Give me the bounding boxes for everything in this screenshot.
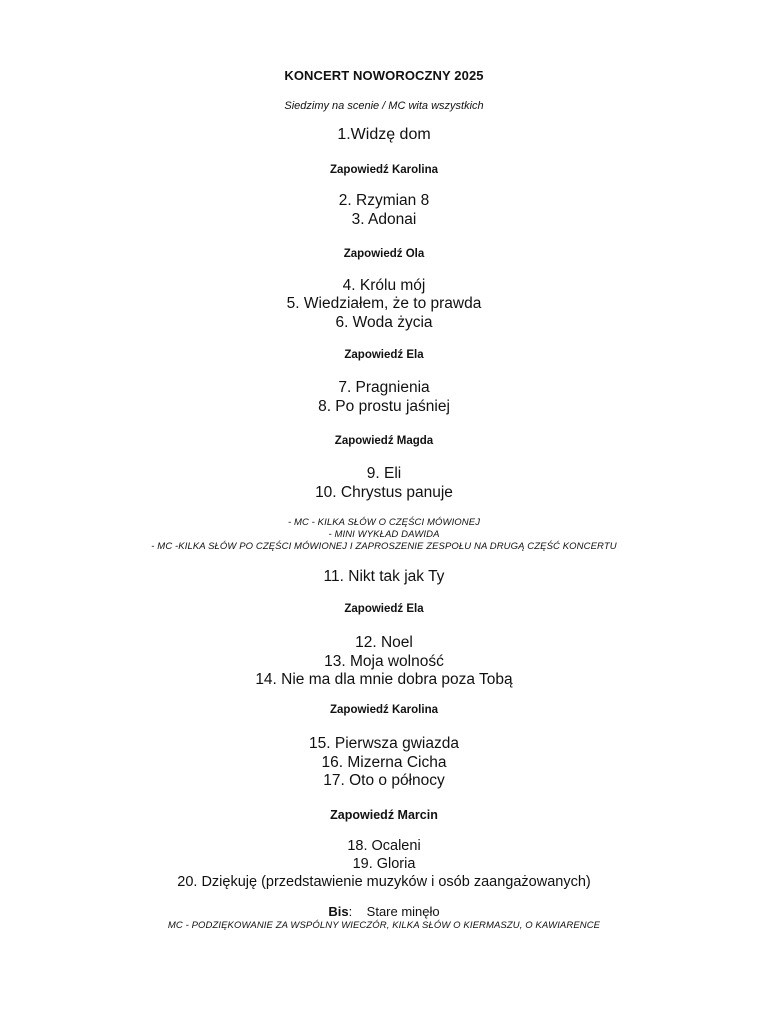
song-item: 18. Ocaleni (347, 838, 421, 854)
song-item: 20. Dziękuję (przedstawienie muzyków i osób zaangażowanych) (177, 874, 591, 890)
announcement: Zapowiedź Ela (344, 349, 424, 361)
announcement: Zapowiedź Ela (344, 603, 424, 615)
song-item: 10. Chrystus panuje (315, 484, 453, 501)
song-item: 4. Królu mój (342, 277, 426, 294)
song-item: 8. Po prostu jaśniej (318, 398, 450, 415)
song-item: 19. Gloria (352, 856, 416, 872)
song-item: 2. Rzymian 8 (338, 192, 430, 209)
announcement: Zapowiedź Magda (334, 435, 434, 447)
song-item: 5. Wiedziałem, że to prawda (286, 295, 482, 312)
announcement: Zapowiedź Karolina (330, 704, 438, 716)
song-item: 9. Eli (366, 465, 402, 482)
interlude-note: - MINI WYKŁAD DAWIDA (328, 529, 440, 540)
opening-note: Siedzimy na scenie / MC wita wszystkich (284, 100, 484, 112)
page-title: KONCERT NOWOROCZNY 2025 (284, 68, 484, 83)
encore-line (0, 904, 768, 919)
closing-note: MC - PODZIĘKOWANIE ZA WSPÓLNY WIECZÓR, KILKA SŁÓW O KIERMASZU, O KAWIARENCE (167, 920, 601, 931)
song-item: 13. Moja wolność (324, 653, 444, 670)
interlude-note: - MC -KILKA SŁÓW PO CZĘŚCI MÓWIONEJ I ZAPROSZENIE ZESPOŁU NA DRUGĄ CZĘŚĆ KONCERTU (151, 541, 617, 552)
announcement: Zapowiedź Marcin (330, 808, 438, 822)
song-item: 6. Woda życia (335, 314, 433, 331)
encore-song: Stare minęło (366, 904, 440, 919)
song-item: 11. Nikt tak jak Ty (323, 568, 445, 585)
song-item: 14. Nie ma dla mnie dobra poza Tobą (255, 671, 513, 688)
song-item: 12. Noel (355, 634, 413, 651)
song-item: 3. Adonai (351, 211, 417, 228)
encore-label: Bis (328, 904, 349, 919)
song-item: 1.Widzę dom (337, 126, 431, 143)
announcement: Zapowiedź Karolina (330, 164, 438, 176)
song-item: 7. Pragnienia (338, 379, 430, 396)
announcement: Zapowiedź Ola (343, 248, 425, 260)
song-item: 17. Oto o północy (323, 772, 445, 789)
interlude-note: - MC - KILKA SŁÓW O CZĘŚCI MÓWIONEJ (287, 517, 481, 528)
encore-separator: : (348, 904, 353, 919)
song-item: 15. Pierwsza gwiazda (309, 735, 459, 752)
song-item: 16. Mizerna Cicha (321, 754, 447, 771)
